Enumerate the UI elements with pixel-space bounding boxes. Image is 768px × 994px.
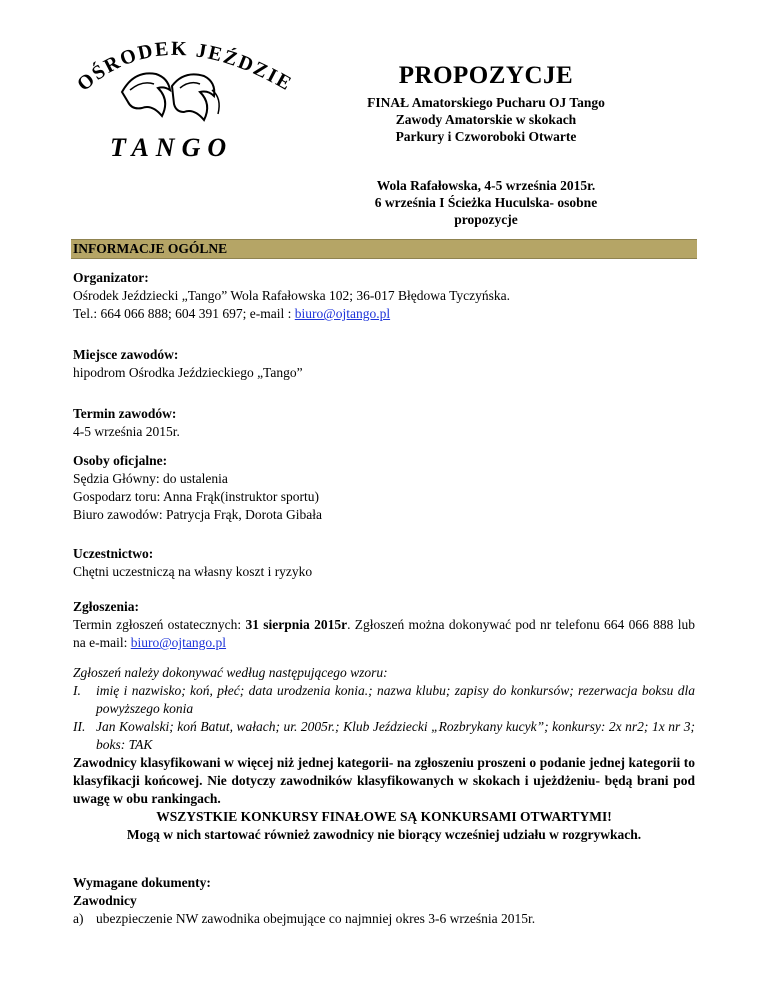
entries-email-link[interactable]: biuro@ojtango.pl — [130, 635, 227, 650]
document-subtitle — [318, 94, 654, 145]
pattern-item — [73, 682, 695, 718]
entries-heading: Zgłoszenia: — [73, 599, 139, 614]
documents-subheading: Zawodnicy — [73, 893, 137, 908]
document-item-text: ubezpieczenie NW zawodnika obejmujące co najmniej okres 3-6 września 2015r. — [96, 911, 536, 926]
event-place-date — [318, 177, 654, 228]
entries-section — [73, 598, 695, 652]
organizer-section — [73, 269, 695, 323]
term-heading: Termin zawodów: — [73, 406, 177, 421]
open-competitions-note: Mogą w nich startować również zawodnicy nie biorący wcześniej udziału w rozgrywkach. — [126, 827, 642, 842]
tango-logo — [72, 30, 292, 160]
entry-pattern — [73, 664, 695, 844]
documents-heading: Wymagane dokumenty: — [73, 875, 211, 890]
venue-heading: Miejsce zawodów: — [73, 347, 179, 362]
organizer-address: Ośrodek Jeździecki „Tango” Wola Rafałowska 102; 36-017 Błędowa Tyczyńska. — [73, 288, 511, 303]
organizer-contact — [73, 305, 695, 323]
pattern-item-number: I. — [73, 683, 81, 698]
pattern-item-text: Jan Kowalski; koń Batut, wałach; ur. 2005r.; Klub Jeździecki „Rozbrykany kucyk”; konkursy: 2x nr2; 1x nr 3; boks: TAK — [96, 719, 695, 752]
entries-text: Termin zgłoszeń ostatecznych: 31 sierpnia 2015r. Zgłoszeń można dokonywać pod nr telefonu 664 066 888 lub na e-mail: biuro@ojtango.pl — [73, 617, 695, 650]
place-line: 6 września I Ścieżka Huculska- osobne — [374, 195, 598, 210]
logo-arc-text: OŚRODEK JEŹDZI — [73, 37, 283, 96]
pattern-intro: Zgłoszeń należy dokonywać według następującego wzoru: — [73, 665, 388, 680]
term-text: 4-5 września 2015r. — [73, 424, 180, 439]
subtitle-line: Parkury i Czworoboki Otwarte — [395, 129, 577, 144]
participation-heading: Uczestnictwo: — [73, 546, 154, 561]
venue-section — [73, 346, 695, 382]
place-line: propozycje — [454, 212, 518, 227]
place-line: Wola Rafałowska, 4-5 września 2015r. — [376, 178, 596, 193]
open-competitions-notice: WSZYSTKIE KONKURSY FINAŁOWE SĄ KONKURSAMI OTWARTYMI! — [156, 809, 612, 824]
official-line: Sędzia Główny: do ustalenia — [73, 471, 228, 486]
organizer-email-link[interactable]: biuro@ojtango.pl — [294, 306, 391, 321]
subtitle-line: Zawody Amatorskie w skokach — [395, 112, 577, 127]
pattern-item-number: II. — [73, 719, 86, 734]
classification-note: Zawodnicy klasyfikowani w więcej niż jednej kategorii- na zgłoszeniu proszeni o podanie jednej kategorii to klasyfikacji końcowej. Nie dotyczy zawodników klasyfikowanych w skokach i ujeżdżeniu- będą brani pod uwagę w obu rankingach. — [73, 755, 695, 806]
documents-section — [73, 874, 695, 928]
document-item — [73, 910, 695, 928]
document-title: PROPOZYCJE — [398, 62, 574, 89]
document-item-number: a) — [73, 911, 84, 926]
official-line: Gospodarz toru: Anna Frąk(instruktor sportu) — [73, 489, 319, 504]
pattern-item-text: imię i nazwisko; koń, płeć; data urodzenia konia.; nazwa klubu; zapisy do konkursów; rezerwacja boksu dla powyższego konia — [96, 683, 695, 716]
subtitle-line: FINAŁ Amatorskiego Pucharu OJ Tango — [367, 95, 605, 110]
pattern-item — [73, 718, 695, 754]
logo-name: TANGO — [110, 133, 234, 162]
officials-heading: Osoby oficjalne: — [73, 453, 168, 468]
venue-text: hipodrom Ośrodka Jeździeckiego „Tango” — [73, 365, 303, 380]
officials-section — [73, 452, 695, 524]
organizer-heading: Organizator: — [73, 270, 149, 285]
entries-deadline: 31 sierpnia 2015r — [245, 617, 348, 632]
term-section — [73, 405, 695, 441]
participation-section — [73, 545, 695, 581]
section-bar — [71, 239, 697, 259]
organizer-phones: Tel.: 664 066 888; 604 391 697; e-mail : — [73, 306, 295, 321]
participation-text: Chętni uczestniczą na własny koszt i ryzyko — [73, 564, 313, 579]
section-title: INFORMACJE OGÓLNE — [73, 241, 228, 256]
official-line: Biuro zawodów: Patrycja Frąk, Dorota Gibała — [73, 507, 322, 522]
